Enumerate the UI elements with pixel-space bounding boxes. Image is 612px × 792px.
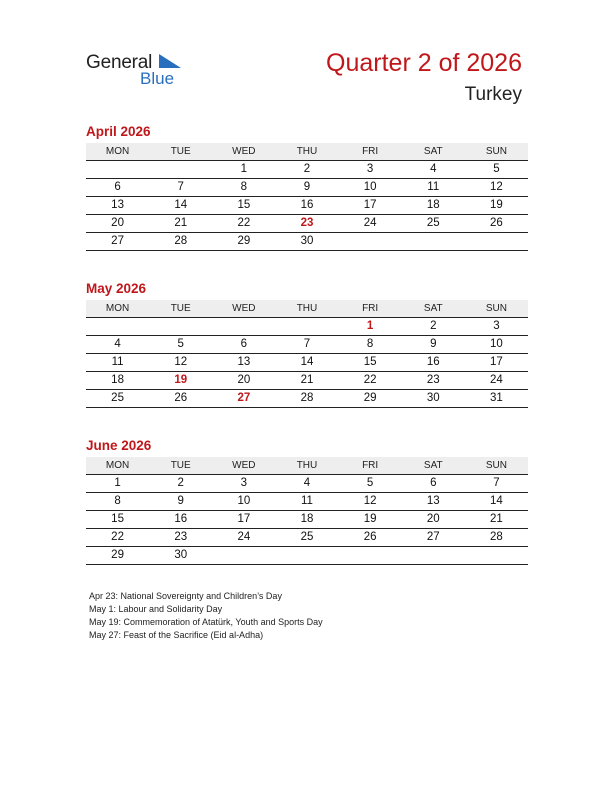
day-cell: 15	[363, 356, 377, 368]
week-row	[86, 372, 528, 390]
day-cell: 10	[363, 181, 377, 193]
week-row	[86, 161, 528, 179]
day-cell: 4	[303, 477, 311, 489]
day-cell: 24	[237, 531, 251, 543]
weekday-label: MON	[105, 460, 130, 471]
month-april	[86, 122, 528, 251]
day-cell: 21	[174, 217, 188, 229]
day-cell: 14	[490, 495, 503, 507]
empty-day-cell	[465, 233, 528, 250]
weekday-label: TUE	[170, 146, 191, 157]
day-cell: 19	[490, 199, 503, 211]
week-row	[86, 179, 528, 197]
day-cell: 25	[426, 217, 440, 229]
empty-day-cell	[212, 547, 275, 564]
weekday-label: TUE	[170, 303, 191, 314]
month-title: June 2026	[86, 438, 152, 453]
day-cell: 1	[366, 320, 374, 332]
day-cell: 3	[493, 320, 500, 332]
day-cell: 13	[426, 495, 440, 507]
day-cell: 1	[114, 477, 121, 489]
weekday-label: THU	[296, 146, 318, 157]
day-cell: 17	[237, 513, 251, 525]
page-title: Quarter 2 of 2026	[326, 49, 522, 77]
month-grid	[86, 475, 528, 565]
week-row	[86, 390, 528, 408]
day-cell: 23	[426, 374, 440, 386]
day-cell: 24	[363, 217, 377, 229]
day-cell: 9	[177, 495, 184, 507]
day-cell: 24	[490, 374, 503, 386]
empty-day-cell	[212, 318, 275, 335]
month-may	[86, 279, 528, 408]
day-cell: 9	[303, 181, 311, 193]
empty-day-cell	[86, 161, 149, 178]
day-cell: 3	[240, 477, 248, 489]
day-cell: 16	[426, 356, 440, 368]
week-row	[86, 475, 528, 493]
day-cell: 2	[430, 320, 437, 332]
day-cell: 16	[300, 199, 314, 211]
generalblue-logo	[86, 50, 196, 90]
weekday-label: TUE	[170, 460, 191, 471]
empty-day-cell	[402, 547, 465, 564]
weekday-label: WED	[232, 146, 256, 157]
logo-triangle-icon	[159, 54, 181, 68]
day-cell: 11	[427, 181, 440, 193]
day-cell: 4	[430, 163, 437, 175]
day-cell: 30	[174, 549, 188, 561]
weekday-label: WED	[232, 303, 256, 314]
day-cell: 20	[111, 217, 124, 229]
empty-day-cell	[339, 547, 402, 564]
day-cell: 28	[300, 392, 314, 404]
empty-day-cell	[86, 318, 149, 335]
day-cell: 17	[363, 199, 377, 211]
day-cell: 22	[237, 217, 251, 229]
weekday-label: THU	[296, 460, 318, 471]
day-cell: 13	[237, 356, 251, 368]
empty-day-cell	[339, 233, 402, 250]
weekday-label: SUN	[485, 303, 507, 314]
empty-day-cell	[275, 547, 338, 564]
weekday-label: FRI	[362, 146, 379, 157]
day-cell: 29	[111, 549, 124, 561]
day-cell: 11	[111, 356, 124, 368]
holiday-notes	[89, 590, 323, 642]
day-cell: 15	[111, 513, 124, 525]
day-cell: 22	[111, 531, 124, 543]
weekday-label: FRI	[362, 303, 379, 314]
day-cell: 19	[174, 374, 188, 386]
week-row	[86, 233, 528, 251]
month-june	[86, 436, 528, 565]
day-cell: 27	[426, 531, 440, 543]
holiday-note: May 19: Commemoration of Atatürk, Youth and Sports Day	[89, 617, 323, 627]
day-cell: 12	[490, 181, 503, 193]
day-cell: 3	[366, 163, 374, 175]
empty-day-cell	[275, 318, 338, 335]
day-cell: 15	[237, 199, 251, 211]
empty-day-cell	[402, 233, 465, 250]
week-row	[86, 215, 528, 233]
weekday-header	[86, 300, 528, 318]
day-cell: 29	[363, 392, 377, 404]
weekday-header	[86, 457, 528, 475]
day-cell: 21	[490, 513, 503, 525]
week-row	[86, 511, 528, 529]
weekday-header	[86, 143, 528, 161]
day-cell: 8	[240, 181, 248, 193]
day-cell: 9	[430, 338, 437, 350]
day-cell: 6	[114, 181, 121, 193]
day-cell: 19	[363, 513, 377, 525]
day-cell: 6	[430, 477, 437, 489]
day-cell: 7	[303, 338, 311, 350]
day-cell: 8	[366, 338, 374, 350]
day-cell: 30	[300, 235, 314, 247]
day-cell: 23	[300, 217, 314, 229]
month-grid	[86, 318, 528, 408]
day-cell: 25	[300, 531, 314, 543]
day-cell: 25	[111, 392, 124, 404]
weekday-label: SUN	[485, 146, 507, 157]
day-cell: 1	[240, 163, 248, 175]
day-cell: 8	[114, 495, 121, 507]
logo-word-general: General	[86, 52, 153, 73]
day-cell: 27	[111, 235, 124, 247]
week-row	[86, 529, 528, 547]
day-cell: 7	[177, 181, 184, 193]
day-cell: 23	[174, 531, 188, 543]
day-cell: 2	[303, 163, 311, 175]
day-cell: 4	[114, 338, 121, 350]
day-cell: 11	[301, 495, 313, 507]
week-row	[86, 354, 528, 372]
weekday-label: FRI	[362, 460, 379, 471]
week-row	[86, 197, 528, 215]
day-cell: 21	[300, 374, 314, 386]
day-cell: 6	[240, 338, 248, 350]
weekday-label: SAT	[423, 146, 443, 157]
day-cell: 22	[363, 374, 377, 386]
empty-day-cell	[149, 318, 212, 335]
day-cell: 2	[177, 477, 184, 489]
day-cell: 31	[490, 392, 503, 404]
day-cell: 26	[490, 217, 503, 229]
day-cell: 28	[174, 235, 188, 247]
day-cell: 13	[111, 199, 124, 211]
day-cell: 5	[177, 338, 184, 350]
empty-day-cell	[149, 161, 212, 178]
weekday-label: MON	[105, 146, 130, 157]
month-title: April 2026	[86, 124, 151, 139]
holiday-note: May 1: Labour and Solidarity Day	[89, 604, 223, 614]
day-cell: 18	[300, 513, 314, 525]
country-name: Turkey	[464, 84, 522, 105]
day-cell: 5	[493, 163, 500, 175]
weekday-label: MON	[105, 303, 130, 314]
weekday-label: WED	[232, 460, 256, 471]
day-cell: 29	[237, 235, 251, 247]
week-row	[86, 493, 528, 511]
empty-day-cell	[465, 547, 528, 564]
week-row	[86, 318, 528, 336]
day-cell: 27	[237, 392, 251, 404]
day-cell: 14	[174, 199, 188, 211]
day-cell: 30	[426, 392, 440, 404]
weekday-label: SAT	[423, 303, 443, 314]
day-cell: 26	[363, 531, 377, 543]
day-cell: 10	[490, 338, 503, 350]
day-cell: 18	[426, 199, 440, 211]
week-row	[86, 547, 528, 565]
day-cell: 17	[490, 356, 503, 368]
weekday-label: SAT	[423, 460, 443, 471]
week-row	[86, 336, 528, 354]
day-cell: 14	[300, 356, 314, 368]
day-cell: 20	[426, 513, 440, 525]
logo-word-blue: Blue	[140, 69, 175, 88]
holiday-note: May 27: Feast of the Sacrifice (Eid al-Adha)	[89, 630, 264, 640]
day-cell: 28	[490, 531, 503, 543]
day-cell: 12	[174, 356, 188, 368]
weekday-label: THU	[296, 303, 318, 314]
day-cell: 7	[493, 477, 500, 489]
month-grid	[86, 161, 528, 251]
day-cell: 5	[366, 477, 374, 489]
month-title: May 2026	[86, 281, 147, 296]
holiday-note: Apr 23: National Sovereignty and Children’s Day	[89, 591, 282, 601]
day-cell: 20	[237, 374, 251, 386]
weekday-label: SUN	[485, 460, 507, 471]
day-cell: 10	[237, 495, 251, 507]
day-cell: 16	[174, 513, 188, 525]
day-cell: 26	[174, 392, 188, 404]
day-cell: 18	[111, 374, 124, 386]
day-cell: 12	[363, 495, 377, 507]
